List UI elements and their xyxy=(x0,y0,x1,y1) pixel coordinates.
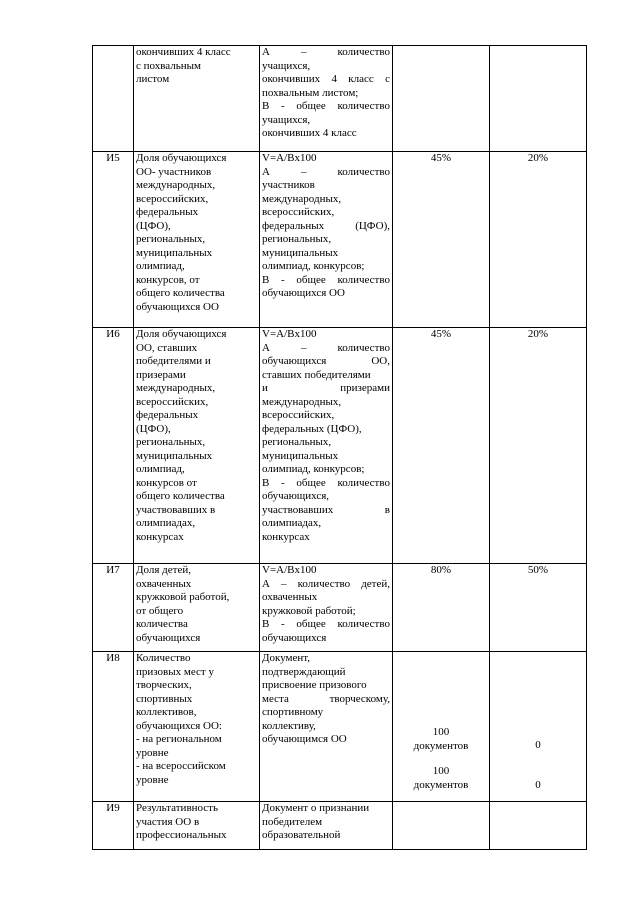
indicator-description xyxy=(134,652,260,802)
description-line: Доля обучающихся xyxy=(136,328,227,340)
description-line: уровне xyxy=(136,773,169,786)
description-line: муниципальных xyxy=(136,246,213,259)
indicator-formula xyxy=(260,564,393,652)
description-line: ОО, ставших xyxy=(136,341,198,354)
formula-line: спортивному xyxy=(262,706,324,718)
description-line: творческих, xyxy=(136,679,192,691)
formula-line: учащихся, xyxy=(262,59,311,72)
formula-line: олимпиадах, xyxy=(262,517,322,529)
formula-line: окончивших 4 класс с xyxy=(262,73,390,85)
target-value-2: 50% xyxy=(490,564,587,652)
description-line: охваченных xyxy=(136,577,192,590)
description-line: общего количества xyxy=(136,490,225,502)
regional-value-line: 100 xyxy=(432,726,450,738)
formula-line: учащихся, xyxy=(262,113,311,126)
indicator-code: И5 xyxy=(93,152,134,328)
indicator-description xyxy=(134,328,260,564)
formula-line: международных, xyxy=(262,395,342,408)
formula-line: победителем xyxy=(262,815,323,828)
target-value-2 xyxy=(490,802,587,850)
formula-line: олимпиад, конкурсов; xyxy=(262,463,365,475)
russian-value-line: 100 xyxy=(432,765,450,777)
description-line: призовых мест у xyxy=(136,665,214,678)
table-row xyxy=(93,802,587,850)
description-line: региональных, xyxy=(136,436,206,448)
formula-line: муниципальных xyxy=(262,246,339,259)
indicator-description xyxy=(134,802,260,850)
indicators-table xyxy=(92,45,587,850)
description-line: олимпиадах, xyxy=(136,517,196,529)
description-line: победителями и xyxy=(136,355,211,367)
formula-line: региональных, xyxy=(262,436,332,448)
formula-line: А – количество детей, xyxy=(262,577,390,590)
description-line: федеральных xyxy=(136,206,199,218)
formula-line: и призерами xyxy=(262,382,390,394)
description-line: количества xyxy=(136,618,188,630)
formula-line: конкурсах xyxy=(262,530,310,543)
description-line: ОО- участников xyxy=(136,165,212,178)
formula-line: V=A/Bx100 xyxy=(262,328,317,340)
formula-line: всероссийских, xyxy=(262,206,335,218)
formula-line: А – количество xyxy=(262,46,390,58)
description-line: листом xyxy=(136,73,170,85)
formula-line: обучающихся ОО xyxy=(262,287,345,299)
description-line: спортивных xyxy=(136,692,193,705)
indicator-code: И6 xyxy=(93,328,134,564)
formula-line: региональных, xyxy=(262,233,332,245)
formula-line: присвоение призового xyxy=(262,679,367,691)
indicator-code: И9 xyxy=(93,802,134,850)
indicator-formula xyxy=(260,328,393,564)
formula-line: муниципальных xyxy=(262,449,339,462)
formula-line: федеральных (ЦФО), xyxy=(262,422,362,435)
description-line: Результативность xyxy=(136,802,219,814)
target-value-2: 20% xyxy=(490,328,587,564)
target-value-2: 20% xyxy=(490,152,587,328)
table-row xyxy=(93,564,587,652)
description-line: участия ОО в xyxy=(136,815,200,828)
indicator-formula xyxy=(260,152,393,328)
formula-line: В - общее количество xyxy=(262,618,390,630)
description-line: с похвальным xyxy=(136,59,202,72)
formula-line: V=A/Bx100 xyxy=(262,152,317,164)
description-line: обучающихся ОО: xyxy=(136,719,222,732)
description-line: олимпиад, xyxy=(136,260,185,272)
table-row xyxy=(93,652,587,802)
table-row xyxy=(93,46,587,152)
formula-line: кружковой работой; xyxy=(262,604,356,617)
description-line: всероссийских, xyxy=(136,192,209,205)
table-row xyxy=(93,152,587,328)
formula-line: всероссийских, xyxy=(262,409,335,421)
description-line: обучающихся xyxy=(136,631,201,644)
target-value-1 xyxy=(393,652,490,802)
description-line: призерами xyxy=(136,368,186,381)
description-line: участвовавших в xyxy=(136,503,216,516)
formula-line: А – количество xyxy=(262,165,390,178)
formula-line: Документ, xyxy=(262,652,311,664)
cell-spacer xyxy=(395,652,487,726)
description-line: Доля обучающихся xyxy=(136,152,227,164)
indicator-code: И7 xyxy=(93,564,134,652)
description-line: от общего xyxy=(136,604,184,617)
description-line: кружковой работой, xyxy=(136,591,230,603)
description-line: федеральных xyxy=(136,409,199,421)
description-line: конкурсах xyxy=(136,530,184,543)
indicator-formula xyxy=(260,652,393,802)
description-line: - на всероссийском xyxy=(136,760,226,772)
formula-line: олимпиад, конкурсов; xyxy=(262,260,365,272)
description-line: (ЦФО), xyxy=(136,422,171,435)
target-value-1: 45% xyxy=(393,328,490,564)
formula-line: охваченных xyxy=(262,591,318,603)
formula-line: В - общее количество xyxy=(262,476,390,489)
description-line: олимпиад, xyxy=(136,463,185,475)
formula-line: V=A/Bx100 xyxy=(262,564,317,576)
indicator-formula xyxy=(260,802,393,850)
description-line: всероссийских, xyxy=(136,395,209,408)
description-line: конкурсов от xyxy=(136,476,197,489)
formula-line: обучающихся, xyxy=(262,490,330,502)
target-value-2 xyxy=(490,46,587,152)
indicator-code xyxy=(93,46,134,152)
formula-line: Документ о признании xyxy=(262,802,370,814)
russian-value-line: 0 xyxy=(535,778,541,791)
formula-line: участвовавших в xyxy=(262,503,390,516)
formula-line: ставших победителями xyxy=(262,368,371,381)
description-line: международных, xyxy=(136,179,216,191)
formula-line: подтверждающий xyxy=(262,665,346,678)
formula-line: окончивших 4 класс xyxy=(262,127,357,139)
description-line: конкурсов, от xyxy=(136,273,200,286)
description-line: общего количества xyxy=(136,287,225,299)
formula-line: А – количество xyxy=(262,341,390,354)
formula-line: федеральных (ЦФО), xyxy=(262,219,390,232)
formula-line: коллективу, xyxy=(262,719,316,732)
table-body xyxy=(93,46,587,850)
description-line: - на региональном xyxy=(136,733,222,745)
description-line: окончивших 4 класс xyxy=(136,46,231,58)
formula-line: образовательной xyxy=(262,829,341,841)
formula-line: В - общее количество xyxy=(262,273,390,286)
table-row xyxy=(93,328,587,564)
description-line: Количество xyxy=(136,652,191,664)
description-line: Доля детей, xyxy=(136,564,191,576)
target-value-2 xyxy=(490,652,587,802)
target-value-1: 45% xyxy=(393,152,490,328)
target-value-1 xyxy=(393,802,490,850)
description-line: уровне xyxy=(136,746,169,759)
description-line: коллективов, xyxy=(136,706,197,718)
formula-line: международных, xyxy=(262,192,342,205)
target-value-1: 80% xyxy=(393,564,490,652)
indicator-code: И8 xyxy=(93,652,134,802)
formula-line: участников xyxy=(262,179,315,191)
indicator-description xyxy=(134,46,260,152)
regional-value-line: 0 xyxy=(535,739,541,751)
formula-line: обучающихся xyxy=(262,631,327,644)
formula-line: обучающихся ОО, xyxy=(262,355,390,367)
description-line: обучающихся ОО xyxy=(136,300,219,313)
cell-spacer xyxy=(492,753,584,779)
formula-line: В - общее количество xyxy=(262,100,390,112)
description-line: профессиональных xyxy=(136,829,227,841)
indicator-description xyxy=(134,152,260,328)
cell-spacer xyxy=(492,652,584,739)
cell-spacer xyxy=(395,753,487,765)
formula-line: похвальным листом; xyxy=(262,86,359,99)
description-line: муниципальных xyxy=(136,449,213,462)
formula-line: места творческому, xyxy=(262,692,390,705)
russian-value-line: документов xyxy=(413,778,469,791)
target-value-1 xyxy=(393,46,490,152)
indicator-description xyxy=(134,564,260,652)
indicator-formula xyxy=(260,46,393,152)
description-line: (ЦФО), xyxy=(136,219,171,232)
regional-value-line: документов xyxy=(413,739,469,752)
description-line: региональных, xyxy=(136,233,206,245)
formula-line: обучающимся ОО xyxy=(262,733,347,745)
description-line: международных, xyxy=(136,382,216,394)
